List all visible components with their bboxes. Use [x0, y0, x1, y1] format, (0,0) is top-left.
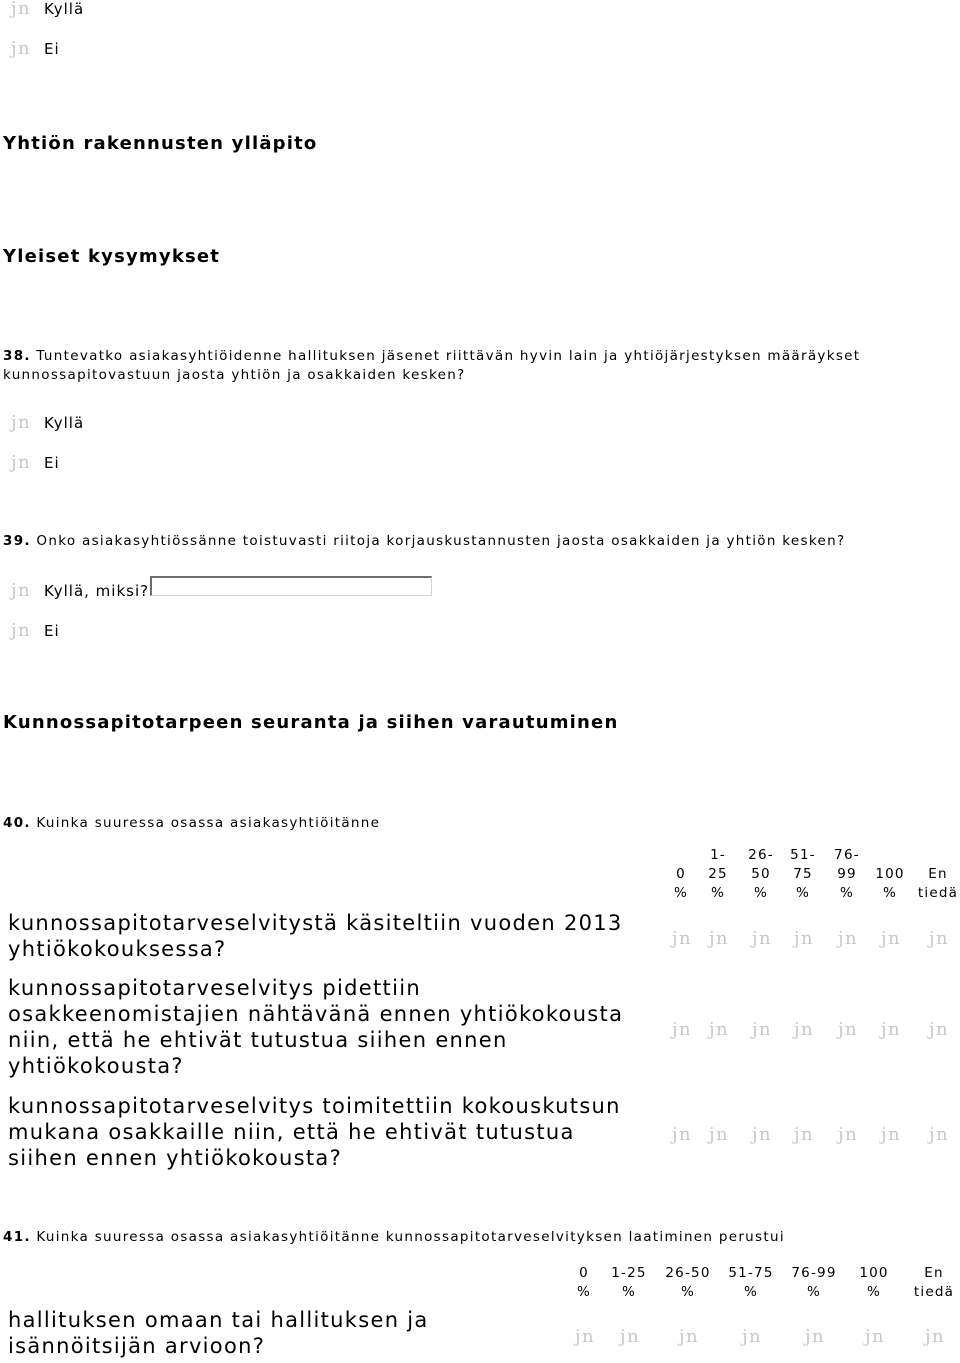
option-label: Kyllä [44, 0, 85, 18]
column-header-line: 76-99 [791, 1265, 837, 1281]
row-label [8, 1093, 621, 1171]
radio-button-icon: j n [752, 1124, 771, 1145]
grid-radio-button[interactable] [751, 1019, 771, 1045]
radio-button-icon: j n [11, 620, 30, 641]
radio-button-icon: j n [11, 452, 30, 473]
radio-button-icon: j n [752, 928, 771, 949]
question-text: Tuntevatko asiakasyhtiöidenne hallituksen jäsenet riittävän hyvin lain ja yhtiöjärjestyksen määräykset [36, 348, 861, 364]
radio-button-icon: j n [11, 0, 30, 19]
subsection-title: Yleiset kysymykset [3, 246, 221, 267]
column-header-line: 0 [676, 866, 686, 882]
radio-option-ei-38[interactable] [10, 452, 60, 474]
grid-radio-button[interactable] [928, 1019, 948, 1045]
question-41 [3, 1229, 785, 1245]
option-label: Ei [44, 622, 60, 640]
radio-button-icon: j n [925, 1326, 944, 1347]
column-header-line: 1-25 [611, 1265, 647, 1281]
column-header-line: 100 [875, 866, 905, 882]
row-label-line: siihen ennen yhtiökokousta? [8, 1146, 343, 1170]
grid-radio-button[interactable] [678, 1326, 698, 1352]
grid-radio-button[interactable] [793, 928, 813, 954]
column-header-line: 100 [859, 1265, 889, 1281]
grid-radio-button[interactable] [751, 928, 771, 954]
row-label-line: yhtiökokouksessa? [8, 937, 227, 961]
radio-button-icon: j n [838, 928, 857, 949]
grid-radio-button[interactable] [708, 1124, 728, 1150]
row-label-line: kunnossapitotarveselvitys pidettiin [8, 976, 421, 1000]
grid-radio-button[interactable] [837, 1124, 857, 1150]
grid-radio-button[interactable] [793, 1019, 813, 1045]
radio-button-icon: j n [929, 1019, 948, 1040]
column-header-line: 26-50 [665, 1265, 711, 1281]
radio-button-icon: j n [620, 1326, 639, 1347]
column-header-line: % [743, 1284, 759, 1300]
radio-button-icon: j n [881, 1019, 900, 1040]
column-header-line: 51- [790, 847, 816, 863]
row-label [8, 975, 623, 1079]
option-label: Kyllä [44, 414, 85, 432]
column-header-line: En [928, 866, 948, 882]
grid-radio-button[interactable] [793, 1124, 813, 1150]
row-label-line: mukana osakkaille niin, että he ehtivät tutustua [8, 1120, 575, 1144]
row-label-line: kunnossapitotarveselvitystä käsiteltiin vuoden 2013 [8, 911, 623, 935]
question-number: 41. [3, 1229, 31, 1245]
radio-button-icon: j n [11, 38, 30, 59]
column-header-line: % [710, 885, 726, 901]
column-header-line: En [924, 1265, 944, 1281]
column-header [894, 1264, 960, 1302]
option-label: Ei [44, 40, 60, 58]
radio-button-icon: j n [752, 1019, 771, 1040]
radio-option-kylla-38[interactable] [10, 412, 84, 434]
option-label: Kyllä, miksi? [44, 582, 150, 600]
question-number: 38. [3, 348, 31, 364]
radio-button-icon: j n [672, 1019, 691, 1040]
grid-radio-button[interactable] [880, 1019, 900, 1045]
grid-radio-button[interactable] [671, 928, 691, 954]
question-39 [3, 533, 845, 549]
grid-radio-button[interactable] [924, 1326, 944, 1352]
grid-radio-button[interactable] [880, 1124, 900, 1150]
column-header-line: 76- [834, 847, 860, 863]
radio-option-kylla-top[interactable] [10, 0, 84, 20]
radio-button-icon: j n [672, 928, 691, 949]
grid-radio-button[interactable] [671, 1124, 691, 1150]
column-header-line: % [866, 1284, 882, 1300]
column-header-line: 25 [708, 866, 728, 882]
section-title: Yhtiön rakennusten ylläpito [3, 133, 318, 154]
question-38-line2: kunnossapitovastuun jaosta yhtiön ja osakkaiden kesken? [3, 367, 466, 383]
column-header-line: % [839, 885, 855, 901]
question-text: Kuinka suuressa osassa asiakasyhtiöitänne kunnossapitotarveselvityksen laatiminen perustui [36, 1229, 785, 1245]
grid-radio-button[interactable] [671, 1019, 691, 1045]
reason-text-field[interactable] [150, 576, 432, 596]
radio-button-icon: j n [794, 1019, 813, 1040]
row-label-line: osakkeenomistajien nähtävänä ennen yhtiökokousta [8, 1002, 624, 1026]
radio-button-icon: j n [881, 928, 900, 949]
radio-button-icon: j n [794, 928, 813, 949]
radio-button-icon: j n [794, 1124, 813, 1145]
row-label-line: isännöitsijän arvioon? [8, 1334, 266, 1358]
column-header-line: % [673, 885, 689, 901]
column-header-line: 99 [837, 866, 857, 882]
column-header-line: tiedä [913, 1284, 955, 1300]
radio-button-icon: j n [575, 1326, 594, 1347]
column-header-line: % [753, 885, 769, 901]
column-header-line: 51-75 [728, 1265, 774, 1281]
grid-radio-button[interactable] [928, 928, 948, 954]
radio-button-icon: j n [709, 928, 728, 949]
grid-radio-button[interactable] [837, 928, 857, 954]
radio-button-icon: j n [672, 1124, 691, 1145]
radio-button-icon: j n [11, 580, 30, 601]
grid-radio-button[interactable] [864, 1326, 884, 1352]
row-label [8, 1307, 429, 1359]
section-title-2: Kunnossapitotarpeen seuranta ja siihen varautuminen [3, 712, 619, 733]
column-header-line: 1- [710, 847, 726, 863]
radio-option-kylla-miksi-39[interactable] [10, 580, 149, 602]
grid-radio-button[interactable] [574, 1326, 594, 1352]
radio-button-icon: j n [805, 1326, 824, 1347]
grid-radio-button[interactable] [928, 1124, 948, 1150]
radio-option-ei-top[interactable] [10, 38, 60, 60]
grid-radio-button[interactable] [708, 1019, 728, 1045]
radio-button-icon: j n [929, 1124, 948, 1145]
grid-radio-button[interactable] [708, 928, 728, 954]
question-number: 39. [3, 533, 31, 549]
question-40 [3, 815, 380, 831]
radio-button-icon: j n [838, 1124, 857, 1145]
grid-radio-button[interactable] [741, 1326, 761, 1352]
row-label-line: kunnossapitotarveselvitys toimitettiin kokouskutsun [8, 1094, 621, 1118]
column-header-line: % [576, 1284, 592, 1300]
row-label [8, 910, 623, 962]
column-header-line: % [806, 1284, 822, 1300]
column-header-line: % [882, 885, 898, 901]
radio-button-icon: j n [929, 928, 948, 949]
radio-button-icon: j n [709, 1124, 728, 1145]
row-label-line: niin, että he ehtivät tutustua siihen ennen [8, 1028, 508, 1052]
column-header-line: 26- [748, 847, 774, 863]
column-header-line: tiedä [917, 885, 959, 901]
radio-button-icon: j n [838, 1019, 857, 1040]
column-header [898, 865, 960, 903]
radio-button-icon: j n [881, 1124, 900, 1145]
column-header-line: % [795, 885, 811, 901]
grid-radio-button[interactable] [619, 1326, 639, 1352]
row-label-line: yhtiökokousta? [8, 1054, 184, 1078]
radio-option-ei-39[interactable] [10, 620, 60, 642]
question-number: 40. [3, 815, 31, 831]
radio-button-icon: j n [679, 1326, 698, 1347]
question-text: Onko asiakasyhtiössänne toistuvasti riitoja korjauskustannusten jaosta osakkaiden ja yhtiön kesken? [36, 533, 846, 549]
radio-button-icon: j n [709, 1019, 728, 1040]
radio-button-icon: j n [742, 1326, 761, 1347]
column-header-line: 0 [579, 1265, 589, 1281]
column-header-line: % [621, 1284, 637, 1300]
grid-radio-button[interactable] [804, 1326, 824, 1352]
row-label-line: hallituksen omaan tai hallituksen ja [8, 1308, 429, 1332]
grid-radio-button[interactable] [880, 928, 900, 954]
question-text: Kuinka suuressa osassa asiakasyhtiöitänne [36, 815, 381, 831]
option-label: Ei [44, 454, 60, 472]
radio-button-icon: j n [865, 1326, 884, 1347]
grid-radio-button[interactable] [751, 1124, 771, 1150]
column-header-line: 75 [793, 866, 813, 882]
grid-radio-button[interactable] [837, 1019, 857, 1045]
radio-button-icon: j n [11, 412, 30, 433]
question-38-line1 [3, 348, 860, 364]
column-header-line: 50 [751, 866, 771, 882]
column-header-line: % [680, 1284, 696, 1300]
